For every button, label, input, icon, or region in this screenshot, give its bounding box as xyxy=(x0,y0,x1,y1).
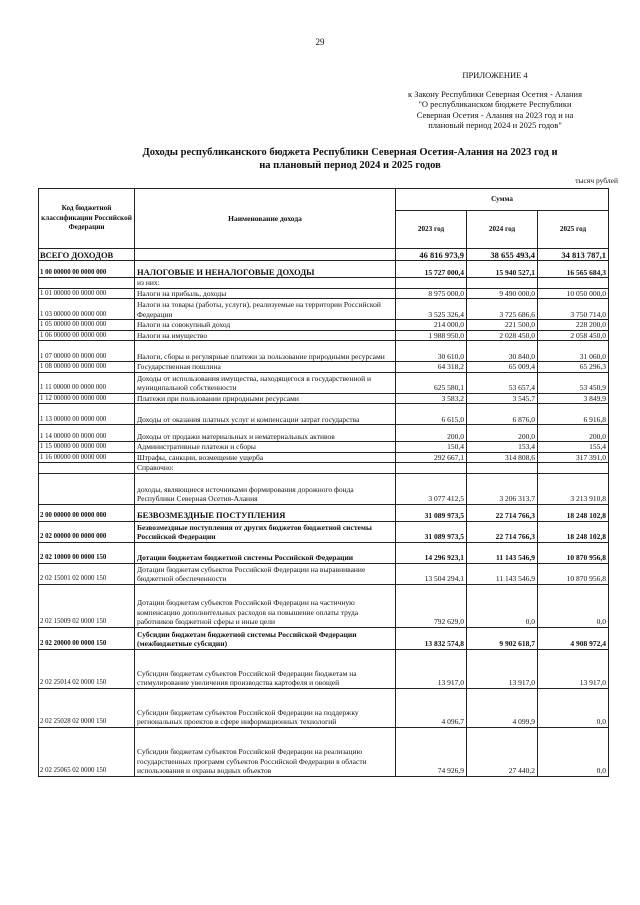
cell-2024: 15 940 527,1 xyxy=(467,261,538,278)
cell-name: НАЛОГОВЫЕ И НЕНАЛОГОВЫЕ ДОХОДЫ xyxy=(135,261,396,278)
cell-2025: 0,0 xyxy=(538,727,609,776)
header-code: Код бюджетной классификации Российской Федерации xyxy=(39,189,135,249)
table-row xyxy=(39,320,609,331)
cell-2024: 4 099,9 xyxy=(467,688,538,727)
table-row xyxy=(39,372,609,393)
cell-code: 2 02 15001 02 0000 150 xyxy=(39,563,135,584)
table-row xyxy=(39,442,609,453)
cell-2025: 65 296,3 xyxy=(538,362,609,373)
cell-2025: 3 213 910,8 xyxy=(538,473,609,504)
cell-2025: 10 050 000,0 xyxy=(538,288,609,299)
cell-2023: 31 089 973,5 xyxy=(396,521,467,542)
cell-2024: 27 440,2 xyxy=(467,727,538,776)
units-label: тысяч рублей xyxy=(575,176,618,185)
cell-name xyxy=(135,249,396,261)
cell-name: из них: xyxy=(135,278,396,289)
cell-code: 2 02 10000 00 0000 150 xyxy=(39,542,135,563)
cell-2023: 13 917,0 xyxy=(396,649,467,688)
cell-code: 1 05 00000 00 0000 000 xyxy=(39,320,135,331)
table-row xyxy=(39,299,609,320)
cell-name: БЕЗВОЗМЕЗДНЫЕ ПОСТУПЛЕНИЯ xyxy=(135,504,396,521)
cell-name: Штрафы, санкции, возмещение ущерба xyxy=(135,452,396,463)
table-row xyxy=(39,452,609,463)
cell-name: Налоги на совокупный доход xyxy=(135,320,396,331)
cell-code: 1 15 00000 00 0000 000 xyxy=(39,442,135,453)
cell-name: Налоги на товары (работы, услуги), реализуемые на территории Российской Федерации xyxy=(135,299,396,320)
table-body xyxy=(39,249,609,777)
cell-name: Государственная пошлина xyxy=(135,362,396,373)
cell-2023 xyxy=(396,278,467,289)
cell-2025: 53 450,9 xyxy=(538,372,609,393)
cell-2025: 228 200,0 xyxy=(538,320,609,331)
cell-2023: 31 089 973,5 xyxy=(396,504,467,521)
cell-2023: 3 525 326,4 xyxy=(396,299,467,320)
header-year-2024: 2024 год xyxy=(467,211,538,249)
table-row xyxy=(39,563,609,584)
cell-2023: 30 610,0 xyxy=(396,341,467,362)
cell-code: 2 02 25065 02 0000 150 xyxy=(39,727,135,776)
table-row xyxy=(39,649,609,688)
cell-2024: 30 840,0 xyxy=(467,341,538,362)
cell-2024: 2 028 450,0 xyxy=(467,330,538,341)
cell-2024: 22 714 766,3 xyxy=(467,504,538,521)
cell-2025 xyxy=(538,463,609,474)
table-row xyxy=(39,584,609,627)
cell-name: Субсидии бюджетам субъектов Российской Федерации бюджетам на стимулирование увеличения производства картофеля и овощей xyxy=(135,649,396,688)
table-row xyxy=(39,261,609,278)
cell-code: 2 02 20000 00 0000 150 xyxy=(39,627,135,649)
cell-2023: 3 077 412,5 xyxy=(396,473,467,504)
table-row xyxy=(39,393,609,404)
cell-2025 xyxy=(538,278,609,289)
header-year-2025: 2025 год xyxy=(538,211,609,249)
appendix-line: плановый период 2024 и 2025 годов" xyxy=(428,120,562,130)
cell-code: 1 01 00000 00 0000 000 xyxy=(39,288,135,299)
cell-2024: 6 876,0 xyxy=(467,404,538,425)
cell-2024: 22 714 766,3 xyxy=(467,521,538,542)
cell-2023: 292 667,1 xyxy=(396,452,467,463)
cell-name: Безвозмездные поступления от других бюджетов бюджетной системы Российской Федерации xyxy=(135,521,396,542)
cell-2023: 214 000,0 xyxy=(396,320,467,331)
cell-2024: 153,4 xyxy=(467,442,538,453)
cell-2025: 18 248 102,8 xyxy=(538,504,609,521)
cell-name: Доходы от продажи материальных и нематериальных активов xyxy=(135,425,396,442)
cell-name: Дотации бюджетам субъектов Российской Федерации на выравнивание бюджетной обеспеченности xyxy=(135,563,396,584)
cell-2025: 3 849,9 xyxy=(538,393,609,404)
table-row xyxy=(39,362,609,373)
header-sum: Сумма xyxy=(396,189,609,211)
cell-2023: 6 615,0 xyxy=(396,404,467,425)
cell-2025: 31 060,0 xyxy=(538,341,609,362)
cell-name: Субсидии бюджетам бюджетной системы Российской Федерации (межбюджетные субсидии) xyxy=(135,627,396,649)
cell-code: 1 14 00000 00 0000 000 xyxy=(39,425,135,442)
cell-2023: 3 583,2 xyxy=(396,393,467,404)
cell-2024: 53 657,4 xyxy=(467,372,538,393)
cell-name: Доходы от оказания платных услуг и компенсации затрат государства xyxy=(135,404,396,425)
cell-name: Субсидии бюджетам субъектов Российской Федерации на поддержку региональных проектов в сфере информационных технологий xyxy=(135,688,396,727)
appendix-line: к Закону Республики Северная Осетия - Алания xyxy=(407,88,582,99)
cell-2023: 13 832 574,8 xyxy=(396,627,467,649)
cell-2025: 155,4 xyxy=(538,442,609,453)
table-row xyxy=(39,288,609,299)
document-title-line: Доходы республиканского бюджета Республики Северная Осетия-Алания на 2023 год и xyxy=(142,147,558,158)
cell-code: 1 12 00000 00 0000 000 xyxy=(39,393,135,404)
appendix-line: "О республиканском бюджете Республики xyxy=(418,99,572,109)
cell-code: 1 00 00000 00 0000 000 xyxy=(39,261,135,278)
cell-2024: 314 808,6 xyxy=(467,452,538,463)
cell-name: Субсидии бюджетам субъектов Российской Федерации на реализацию государственных программ субъектов Российской Федерации в области использования и охраны водных объектов xyxy=(135,727,396,776)
cell-code: 1 16 00000 00 0000 000 xyxy=(39,452,135,463)
table-row xyxy=(39,425,609,442)
cell-2024: 3 545,7 xyxy=(467,393,538,404)
cell-code: 2 02 15009 02 0000 150 xyxy=(39,584,135,627)
cell-2025: 34 813 787,1 xyxy=(538,249,609,261)
cell-2025: 10 870 956,8 xyxy=(538,563,609,584)
cell-2024: 11 143 546,9 xyxy=(467,563,538,584)
cell-2025: 13 917,0 xyxy=(538,649,609,688)
cell-2024: 65 009,4 xyxy=(467,362,538,373)
cell-2024 xyxy=(467,278,538,289)
table-row xyxy=(39,688,609,727)
cell-code: 1 08 00000 00 0000 000 xyxy=(39,362,135,373)
cell-name: Доходы от использования имущества, находящегося в государственной и муниципальной собственности xyxy=(135,372,396,393)
cell-2023: 792 629,0 xyxy=(396,584,467,627)
cell-2024 xyxy=(467,463,538,474)
cell-name: Дотации бюджетам бюджетной системы Российской Федерации xyxy=(135,542,396,563)
page-number: 29 xyxy=(315,37,325,47)
cell-2023: 1 988 950,0 xyxy=(396,330,467,341)
cell-2023: 4 096,7 xyxy=(396,688,467,727)
table-row xyxy=(39,521,609,542)
table-row xyxy=(39,727,609,776)
table-row xyxy=(39,473,609,504)
appendix-line: Северная Осетия - Алания на 2023 год и на xyxy=(416,109,574,120)
table-row xyxy=(39,330,609,341)
cell-2024: 38 655 493,4 xyxy=(467,249,538,261)
cell-code xyxy=(39,473,135,504)
cell-2025: 0,0 xyxy=(538,688,609,727)
cell-code: 2 00 00000 00 0000 000 xyxy=(39,504,135,521)
cell-name: Платежи при пользовании природными ресурсами xyxy=(135,393,396,404)
document-title xyxy=(80,146,620,172)
cell-2024: 9 490 000,0 xyxy=(467,288,538,299)
cell-name: Налоги на прибыль, доходы xyxy=(135,288,396,299)
cell-2024: 3 725 686,6 xyxy=(467,299,538,320)
revenue-table xyxy=(38,188,609,777)
document-title-line: на плановый период 2024 и 2025 годов xyxy=(259,160,441,171)
cell-2024: 9 902 618,7 xyxy=(467,627,538,649)
cell-code: 1 06 00000 00 0000 000 xyxy=(39,330,135,341)
cell-name: Административные платежи и сборы xyxy=(135,442,396,453)
cell-2023: 8 975 000,0 xyxy=(396,288,467,299)
cell-2023: 46 816 973,9 xyxy=(396,249,467,261)
cell-2023: 625 580,1 xyxy=(396,372,467,393)
cell-2025: 16 565 684,3 xyxy=(538,261,609,278)
table-row xyxy=(39,504,609,521)
cell-2023: 13 504 294,1 xyxy=(396,563,467,584)
cell-2025: 317 391,0 xyxy=(538,452,609,463)
cell-code xyxy=(39,463,135,474)
cell-2023: 74 926,9 xyxy=(396,727,467,776)
cell-2024: 200,0 xyxy=(467,425,538,442)
table-row xyxy=(39,463,609,474)
cell-2024: 221 500,0 xyxy=(467,320,538,331)
cell-2023: 15 727 000,4 xyxy=(396,261,467,278)
cell-2025: 0,0 xyxy=(538,584,609,627)
cell-2025: 200,0 xyxy=(538,425,609,442)
table-row xyxy=(39,249,609,261)
table-row xyxy=(39,278,609,289)
cell-name: Налоги на имущество xyxy=(135,330,396,341)
table-row xyxy=(39,627,609,649)
cell-2024: 0,0 xyxy=(467,584,538,627)
header-year-2023: 2023 год xyxy=(396,211,467,249)
cell-code xyxy=(39,278,135,289)
appendix-title: ПРИЛОЖЕНИЕ 4 xyxy=(462,70,528,80)
cell-code: 2 02 25028 02 0000 150 xyxy=(39,688,135,727)
appendix-block xyxy=(370,70,620,131)
cell-name: Налоги, сборы и регулярные платежи за пользование природными ресурсами xyxy=(135,341,396,362)
cell-2025: 4 908 972,4 xyxy=(538,627,609,649)
cell-2025: 18 248 102,8 xyxy=(538,521,609,542)
cell-2024: 11 143 546,9 xyxy=(467,542,538,563)
cell-2023: 14 296 923,1 xyxy=(396,542,467,563)
cell-2025: 10 870 956,8 xyxy=(538,542,609,563)
cell-2024: 13 917,0 xyxy=(467,649,538,688)
table-row xyxy=(39,341,609,362)
table-row xyxy=(39,542,609,563)
cell-2023: 150,4 xyxy=(396,442,467,453)
cell-2023: 200,0 xyxy=(396,425,467,442)
cell-2023 xyxy=(396,463,467,474)
table-row xyxy=(39,404,609,425)
cell-2025: 3 750 714,0 xyxy=(538,299,609,320)
cell-2024: 3 206 313,7 xyxy=(467,473,538,504)
cell-name: Справочно: xyxy=(135,463,396,474)
cell-name: доходы, являющиеся источниками формирования дорожного фонда Республики Северная Осетия-Алания xyxy=(135,473,396,504)
cell-2025: 6 916,8 xyxy=(538,404,609,425)
cell-2023: 64 318,2 xyxy=(396,362,467,373)
cell-code: 1 03 00000 00 0000 000 xyxy=(39,299,135,320)
cell-code: ВСЕГО ДОХОДОВ xyxy=(39,249,135,261)
cell-code: 2 02 00000 00 0000 000 xyxy=(39,521,135,542)
cell-code: 1 13 00000 00 0000 000 xyxy=(39,404,135,425)
cell-code: 1 11 00000 00 0000 000 xyxy=(39,372,135,393)
header-name: Наименование дохода xyxy=(135,189,396,249)
cell-code: 2 02 25014 02 0000 150 xyxy=(39,649,135,688)
cell-code: 1 07 00000 00 0000 000 xyxy=(39,341,135,362)
cell-2025: 2 058 450,0 xyxy=(538,330,609,341)
cell-name: Дотации бюджетам субъектов Российской Федерации на частичную компенсацию дополнительных расходов на повышение оплаты труда работников бюджетной сферы и иные цели xyxy=(135,584,396,627)
